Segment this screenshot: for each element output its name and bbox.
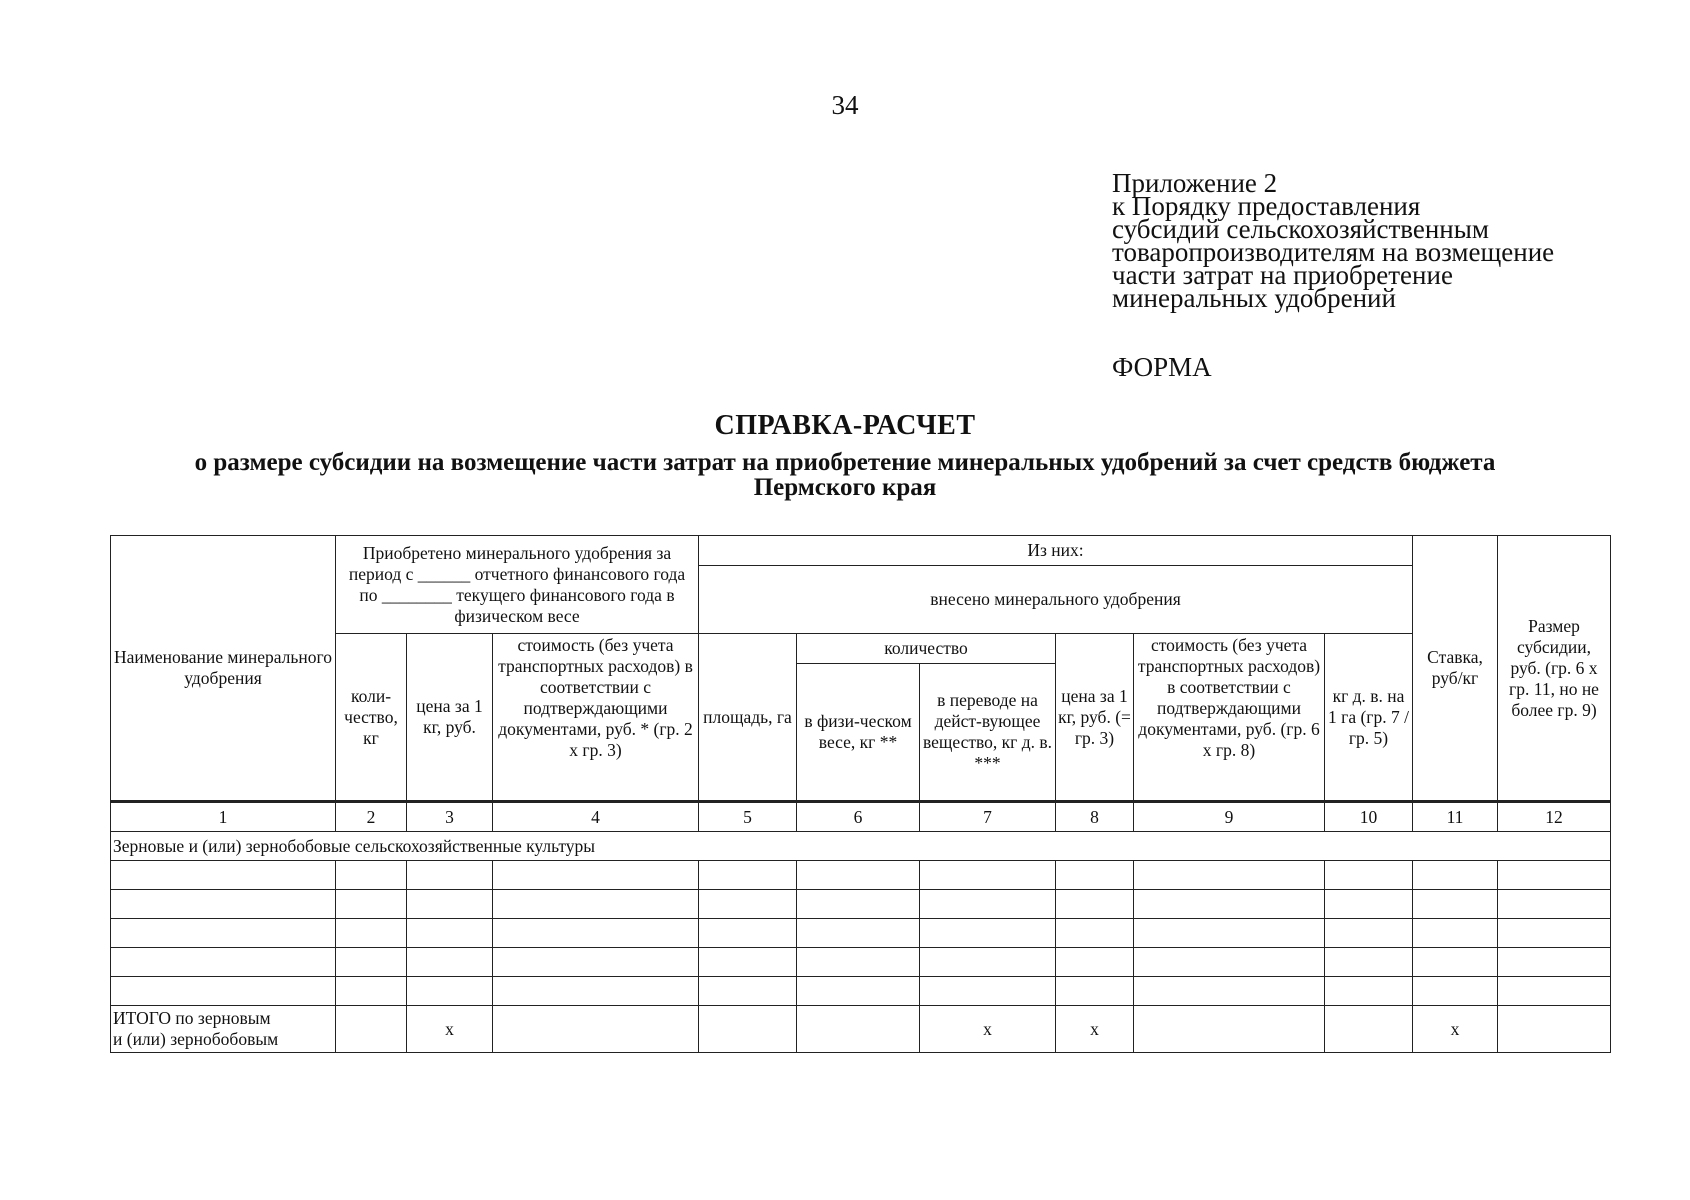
column-number: 4 xyxy=(493,802,699,832)
total-cell: x xyxy=(920,1006,1056,1053)
total-row xyxy=(111,1006,1611,1053)
column-number: 10 xyxy=(1325,802,1413,832)
column-number: 8 xyxy=(1056,802,1134,832)
column-number: 9 xyxy=(1134,802,1325,832)
total-cell xyxy=(699,1006,797,1053)
header-qty-kg: коли-чество, кг xyxy=(336,634,407,802)
calculation-table xyxy=(110,535,1611,1053)
column-number: 5 xyxy=(699,802,797,832)
header-price-per-kg-eq: цена за 1 кг, руб. (= гр. 3) xyxy=(1056,634,1134,802)
column-number: 7 xyxy=(920,802,1056,832)
appendix-line: субсидий сельскохозяйственным xyxy=(1112,214,1489,244)
column-number: 3 xyxy=(407,802,493,832)
appendix-note xyxy=(1112,168,1672,313)
total-cell xyxy=(1134,1006,1325,1053)
page-number: 34 xyxy=(831,90,859,120)
table-row xyxy=(111,890,1611,919)
header-kg-per-ha: кг д. в. на 1 га (гр. 7 / гр. 5) xyxy=(1325,634,1413,802)
column-number-row xyxy=(111,802,1611,832)
total-cell: x xyxy=(407,1006,493,1053)
column-number: 11 xyxy=(1413,802,1498,832)
total-cell: x xyxy=(1056,1006,1134,1053)
total-cell xyxy=(1325,1006,1413,1053)
header-fertilizer-name: Наименование минерального удобрения xyxy=(111,536,336,802)
header-rate: Ставка, руб/кг xyxy=(1413,536,1498,802)
category-row-grain: Зерновые и (или) зернобобовые сельскохозяйственные культуры xyxy=(111,832,1611,861)
table-row xyxy=(111,977,1611,1006)
header-physical-weight: в физи-ческом весе, кг ** xyxy=(797,664,920,802)
header-subsidy: Размер субсидии, руб. (гр. 6 х гр. 11, но не более гр. 9) xyxy=(1498,536,1611,802)
table-row xyxy=(111,919,1611,948)
appendix-line: части затрат на приобретение xyxy=(1112,260,1453,290)
appendix-line: Приложение 2 xyxy=(1112,168,1278,198)
column-number: 6 xyxy=(797,802,920,832)
appendix-line: минеральных удобрений xyxy=(1112,283,1396,313)
total-cell xyxy=(1498,1006,1611,1053)
table-row xyxy=(111,948,1611,977)
total-label-line: и (или) зернобобовым xyxy=(113,1029,279,1049)
header-acquired: Приобретено минерального удобрения за период с ______ отчетного финансового года по ________ текущего финансового года в физическом весе xyxy=(336,536,699,634)
table-row xyxy=(111,861,1611,890)
appendix-line: к Порядку предоставления xyxy=(1112,191,1421,221)
header-area: площадь, га xyxy=(699,634,797,802)
form-label: ФОРМА xyxy=(1112,352,1212,382)
document-subtitle: о размере субсидии на возмещение части затрат на приобретение минеральных удобрений за счет средств бюджета Пермского края xyxy=(194,449,1496,501)
total-label xyxy=(111,1006,336,1053)
column-number: 1 xyxy=(111,802,336,832)
appendix-line: товаропроизводителям на возмещение xyxy=(1112,237,1555,267)
header-active-substance: в переводе на дейст-вующее вещество, кг д. в. *** xyxy=(920,664,1056,802)
total-cell: x xyxy=(1413,1006,1498,1053)
total-cell xyxy=(797,1006,920,1053)
total-cell xyxy=(336,1006,407,1053)
total-cell xyxy=(493,1006,699,1053)
column-number: 12 xyxy=(1498,802,1611,832)
header-price-per-kg: цена за 1 кг, руб. xyxy=(407,634,493,802)
document-title: СПРАВКА-РАСЧЕТ xyxy=(714,410,976,441)
header-cost-acquired: стоимость (без учета транспортных расходов) в соответствии с подтверждающими документами, руб. * (гр. 2 х гр. 3) xyxy=(493,634,699,802)
header-applied: внесено минерального удобрения xyxy=(699,566,1413,634)
header-of-them: Из них: xyxy=(699,536,1413,566)
column-number: 2 xyxy=(336,802,407,832)
header-quantity: количество xyxy=(797,634,1056,664)
header-cost-applied: стоимость (без учета транспортных расходов) в соответствии с подтверждающими документами, руб. (гр. 6 х гр. 8) xyxy=(1134,634,1325,802)
total-label-line: ИТОГО по зерновым xyxy=(113,1008,271,1028)
